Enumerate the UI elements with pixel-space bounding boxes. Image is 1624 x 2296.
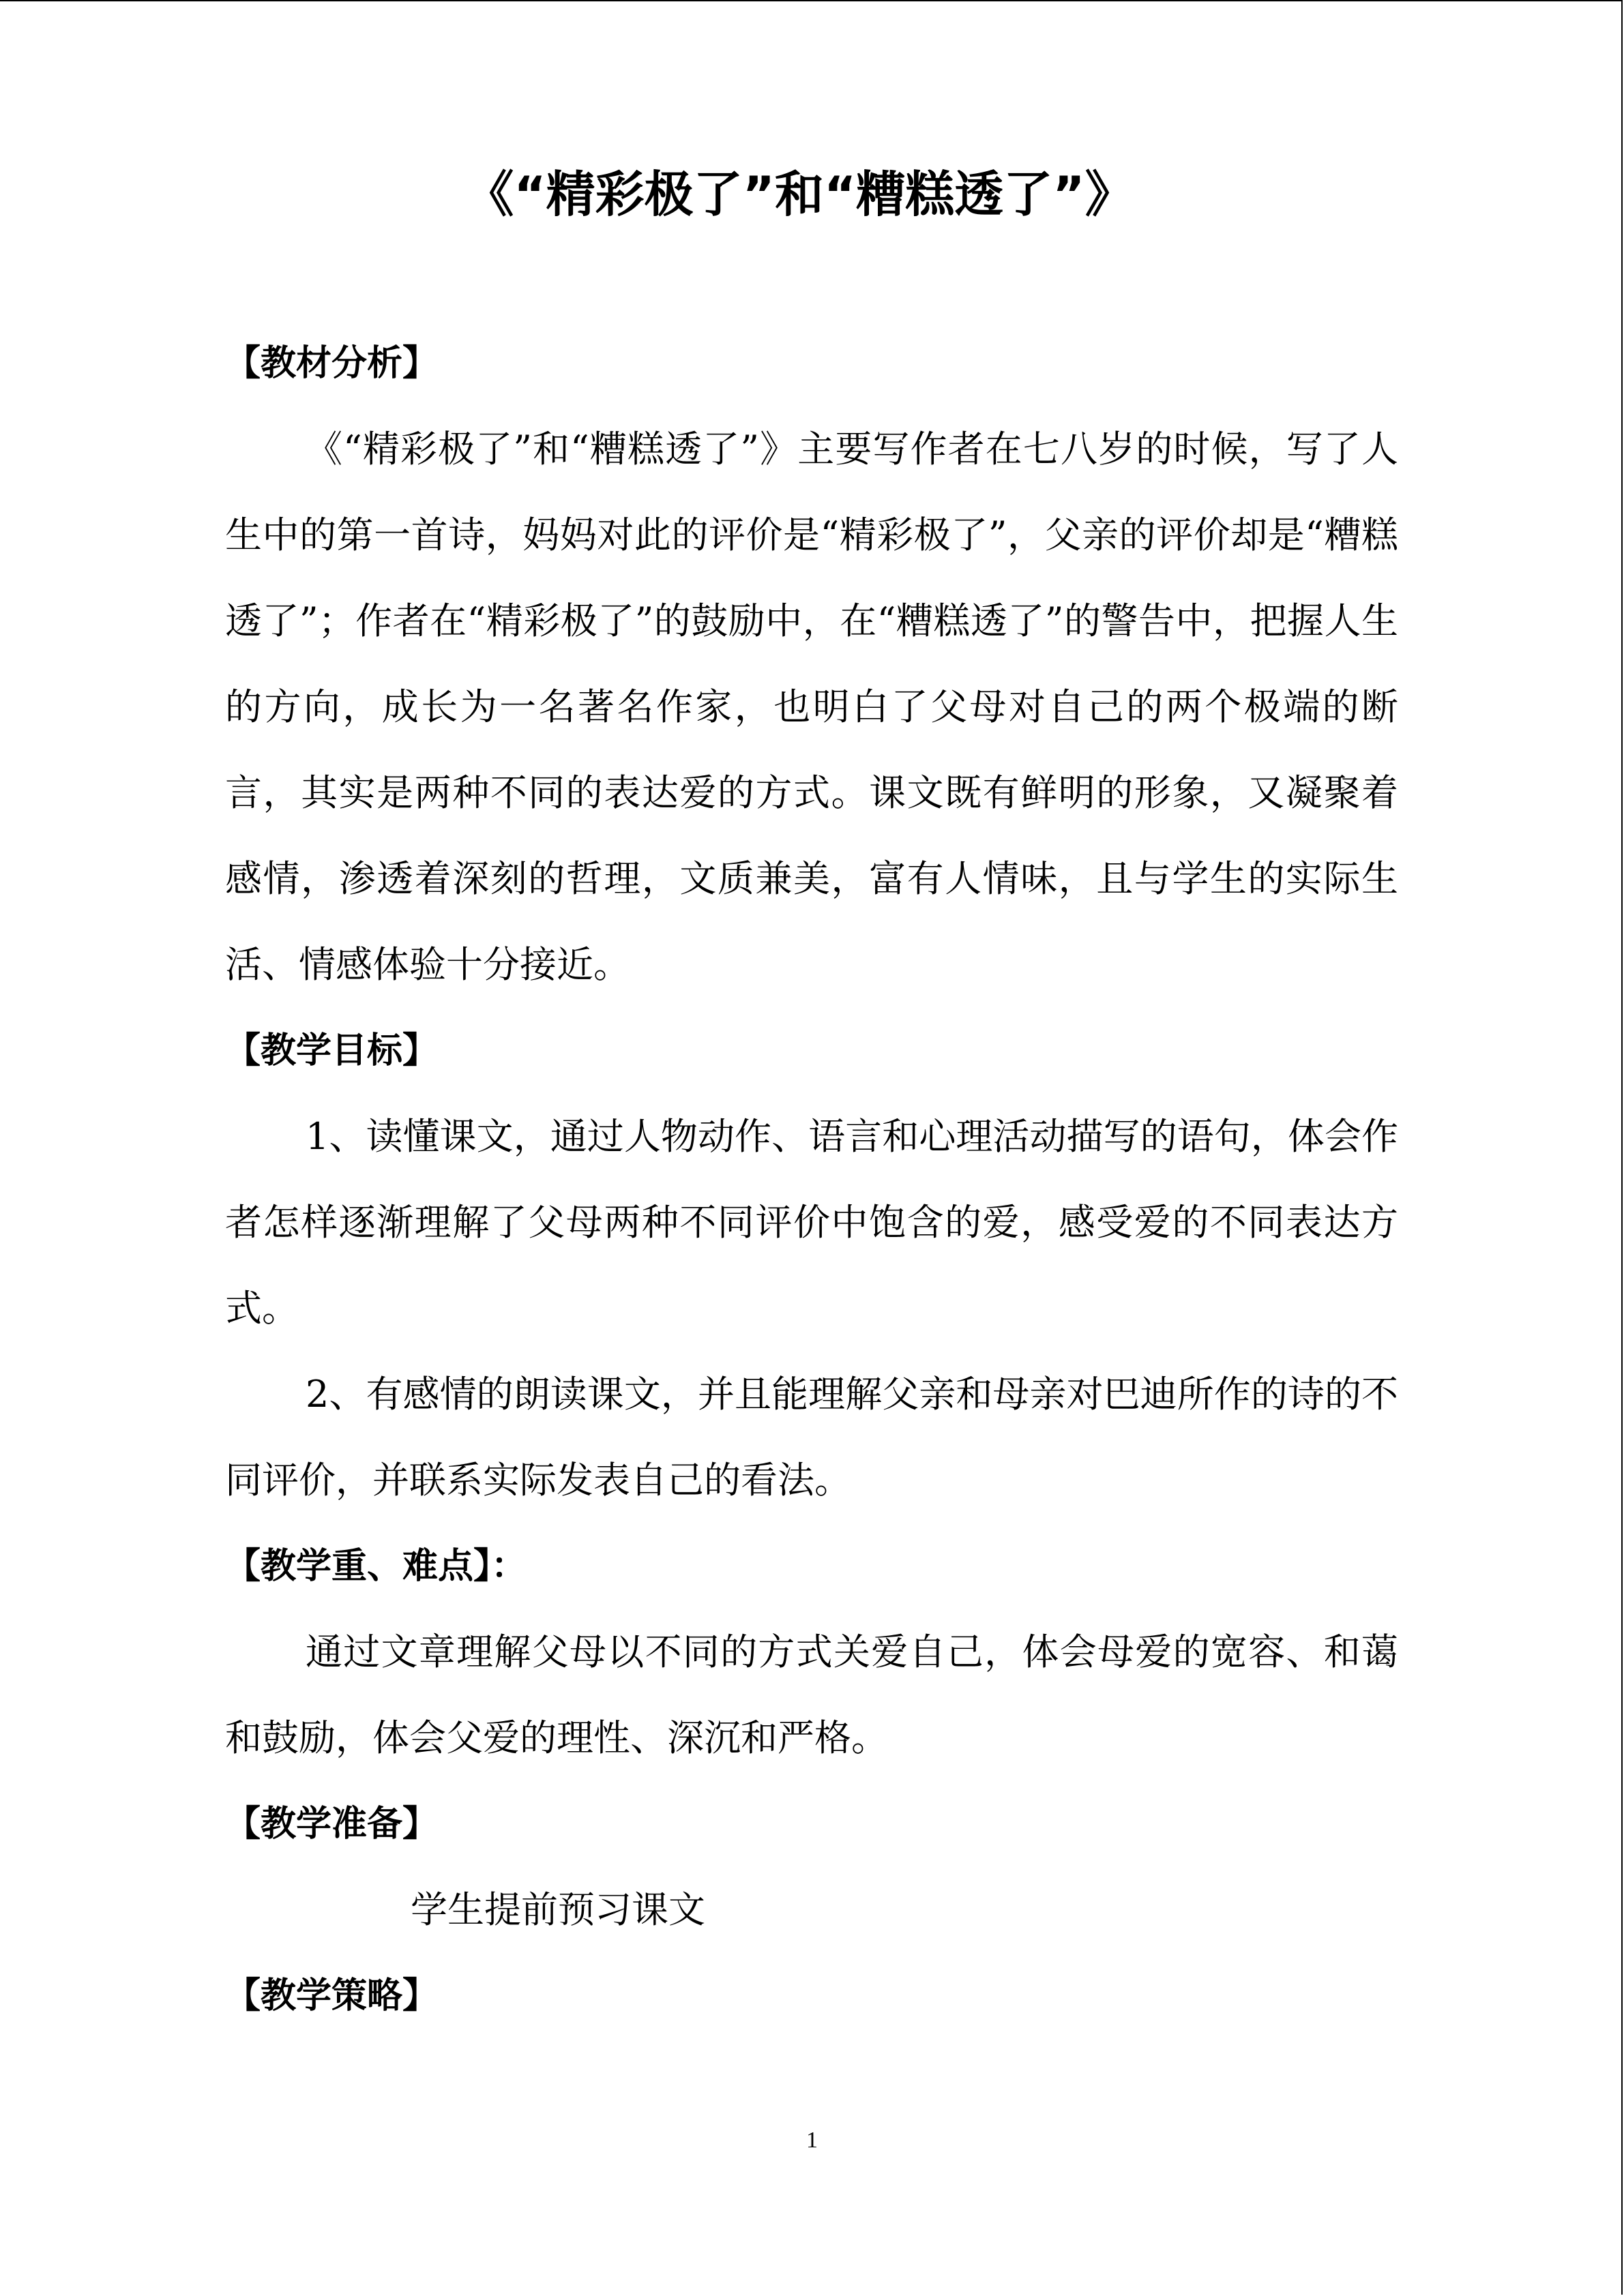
section-heading: 【教学策略】 [225,1976,439,2016]
section-heading: 【教学目标】 [225,1030,439,1071]
document-title: 《“精彩极了”和“糟糕透了”》 [464,166,1134,223]
section-heading: 【教材分析】 [225,343,439,384]
paragraph: 学生提前预习课文 [411,1888,705,1931]
section-key-difficulties [225,1523,1398,1781]
paragraph: 2、有感情的朗读课文，并且能理解父亲和母亲对巴迪所作的诗的不同评价，并联系实际发表自己的看法。 [225,1373,1398,1502]
section-teaching-preparation [225,1781,1398,1953]
section-heading: 【教学准备】 [225,1804,439,1845]
paragraph: 1、读懂课文，通过人物动作、语言和心理活动描写的语句，体会作者怎样逐渐理解了父母两种不同评价中饱含的爱，感受爱的不同表达方式。 [225,1115,1398,1330]
document-body [225,157,1398,2039]
paragraph: 《“精彩极了”和“糟糕透了”》主要写作者在七八岁的时候，写了人生中的第一首诗，妈妈对此的评价是“精彩极了”，父亲的评价却是“糟糕透了”；作者在“精彩极了”的鼓励中，在“糟糕透了”的警告中，把握人生的方向，成长为一名著名作家，也明白了父母对自己的两个极端的断言，其实是两种不同的表达爱的方式。课文既有鲜明的形象，又凝聚着感情，渗透着深刻的哲理，文质兼美，富有人情味，且与学生的实际生活、情感体验十分接近。 [225,428,1398,986]
section-heading: 【教学重、难点】： [225,1546,527,1587]
paragraph: 通过文章理解父母以不同的方式关爱自己，体会母爱的宽容、和蔼和鼓励，体会父爱的理性、深沉和严格。 [225,1630,1398,1759]
section-textbook-analysis [225,320,1398,1008]
section-teaching-objectives [225,1008,1398,1523]
page-number: 1 [806,2128,818,2153]
section-teaching-strategy [225,1953,1398,2039]
